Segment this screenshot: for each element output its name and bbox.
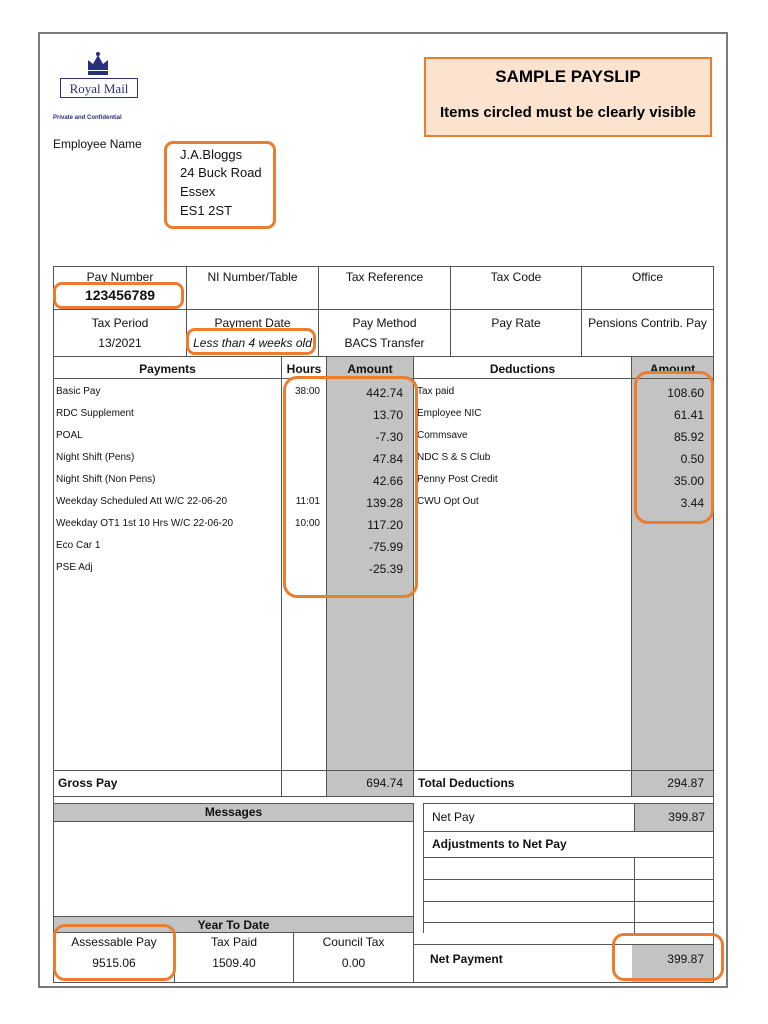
divider	[423, 901, 713, 902]
payment-desc: Weekday Scheduled Att W/C 22-06-20	[56, 496, 228, 507]
payment-amount: -7.30	[375, 430, 403, 444]
net-pay-label: Net Pay	[432, 810, 475, 824]
payment-amount: -25.39	[368, 562, 403, 576]
payment-date: Less than 4 weeks old	[193, 336, 312, 350]
divider	[423, 803, 424, 933]
gross-pay: 694.74	[366, 776, 403, 790]
divider	[53, 770, 714, 771]
pay-number: 123456789	[84, 287, 156, 303]
pay-rate-label: Pay Rate	[491, 316, 541, 330]
payment-hours: 11:01	[295, 496, 320, 507]
divider	[423, 922, 713, 923]
address-postcode: ES1 2ST	[180, 203, 233, 218]
deduction-amount: 0.50	[680, 452, 704, 466]
messages-header: Messages	[204, 805, 263, 819]
logo-wordmark: Royal Mail	[60, 78, 138, 98]
tax-period: 13/2021	[98, 336, 142, 350]
deduction-amount: 108.60	[667, 386, 704, 400]
deduction-amount: 61.41	[673, 408, 704, 422]
divider	[53, 796, 714, 797]
payment-desc: Weekday OT1 1st 10 Hrs W/C 22-06-20	[56, 518, 234, 529]
divider	[53, 821, 413, 822]
deduction-desc: Tax paid	[417, 386, 455, 397]
divider	[53, 266, 714, 267]
deduction-amount: 35.00	[673, 474, 704, 488]
deduction-desc: Commsave	[417, 430, 468, 441]
payment-desc: Night Shift (Pens)	[56, 452, 135, 463]
payment-amount: 13.70	[372, 408, 403, 422]
pensions-label: Pensions Contrib. Pay	[588, 316, 707, 330]
payment-desc: POAL	[56, 430, 83, 441]
crown-icon	[84, 50, 112, 78]
deduction-amount: 3.44	[680, 496, 704, 510]
payment-amount: 442.74	[366, 386, 403, 400]
assessable-pay: 9515.06	[92, 956, 136, 970]
pay-number-label: Pay Number	[86, 270, 154, 284]
council-tax: 0.00	[341, 956, 366, 970]
payment-desc: PSE Adj	[56, 562, 93, 573]
payment-desc: RDC Supplement	[56, 408, 134, 419]
divider	[631, 356, 632, 797]
payment-hours: 10:00	[294, 518, 320, 529]
pay-method: BACS Transfer	[344, 336, 425, 350]
tax-paid-label: Tax Paid	[210, 935, 258, 949]
deduction-desc: CWU Opt Out	[417, 496, 479, 507]
divider	[53, 982, 714, 983]
employee-name-label: Employee Name	[53, 137, 142, 151]
banner-subtitle: Items circled must be clearly visible	[440, 104, 696, 121]
deduction-desc: Penny Post Credit	[417, 474, 498, 485]
confidential-tagline: Private and Confidential	[53, 115, 122, 121]
divider	[413, 803, 414, 983]
highlight-pay-number	[53, 282, 184, 309]
total-deductions-label: Total Deductions	[418, 776, 515, 790]
net-payment-label: Net Payment	[430, 952, 503, 966]
payment-hours: 38:00	[294, 386, 320, 397]
divider	[423, 879, 713, 880]
highlight-address	[164, 141, 276, 229]
divider	[423, 857, 713, 858]
hours-header: Hours	[286, 362, 322, 376]
deduction-amount: 85.92	[673, 430, 704, 444]
payment-amount: 47.84	[372, 452, 403, 466]
payment-desc: Basic Pay	[56, 386, 101, 397]
divider	[713, 266, 714, 983]
highlight-hours-amounts	[283, 376, 418, 598]
divider	[423, 831, 713, 832]
employee-name: J.A.Bloggs	[180, 147, 243, 162]
address-line-1: 24 Buck Road	[180, 165, 262, 180]
highlight-payment-date	[186, 328, 316, 355]
ni-number-label: NI Number/Table	[207, 270, 298, 284]
ytd-header: Year To Date	[197, 918, 270, 932]
net-pay: 399.87	[668, 810, 705, 824]
payment-desc: Eco Car 1	[56, 540, 101, 551]
divider	[53, 309, 714, 310]
payment-amount: 42.66	[372, 474, 403, 488]
payments-header: Payments	[139, 362, 196, 376]
divider	[53, 356, 714, 357]
tax-paid: 1509.40	[212, 956, 256, 970]
highlight-assessable-pay	[53, 924, 176, 981]
divider	[281, 356, 282, 797]
sample-banner	[424, 57, 712, 137]
tax-reference-label: Tax Reference	[345, 270, 424, 284]
office-label: Office	[631, 270, 664, 284]
amount-header: Amount	[347, 362, 393, 376]
pay-method-label: Pay Method	[352, 316, 417, 330]
payment-amount: 117.20	[367, 518, 403, 532]
address-line-2: Essex	[180, 184, 216, 199]
banner-title: SAMPLE PAYSLIP	[495, 67, 641, 86]
payment-amount: 139.28	[366, 496, 403, 510]
deduction-desc: Employee NIC	[417, 408, 482, 419]
deduction-desc: NDC S & S Club	[417, 452, 491, 463]
adjustments-label: Adjustments to Net Pay	[432, 837, 567, 851]
gross-pay-label: Gross Pay	[58, 776, 118, 790]
net-payment: 399.87	[667, 952, 704, 966]
total-deductions: 294.87	[667, 776, 704, 790]
payment-date-label: Payment Date	[214, 316, 291, 330]
highlight-net-payment	[612, 933, 724, 981]
assessable-pay-label: Assessable Pay	[71, 935, 157, 949]
tax-period-label: Tax Period	[91, 316, 149, 330]
deductions-header: Deductions	[489, 362, 556, 376]
deduction-amount-header: Amount	[649, 362, 696, 376]
payment-desc: Night Shift (Non Pens)	[56, 474, 156, 485]
highlight-deduction-amounts	[634, 371, 714, 524]
tax-code-label: Tax Code	[490, 270, 542, 284]
council-tax-label: Council Tax	[322, 935, 385, 949]
payment-amount: -75.99	[368, 540, 403, 554]
